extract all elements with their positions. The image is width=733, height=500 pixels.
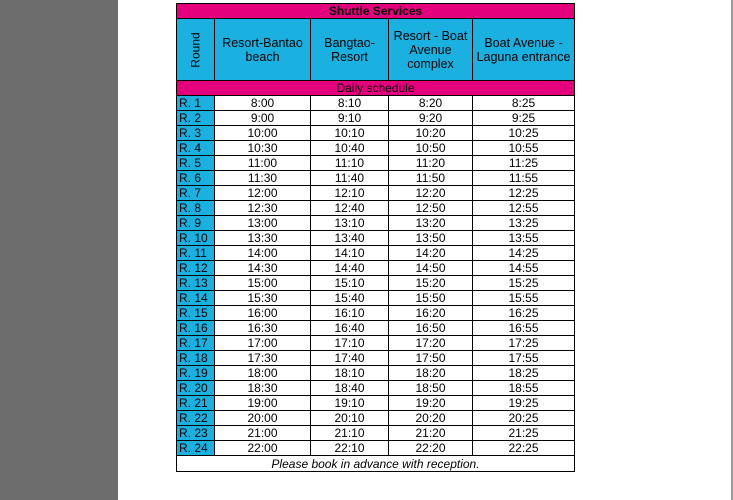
time-cell: 17:40 (311, 351, 389, 366)
table-row (177, 411, 575, 426)
time-cell: 14:55 (473, 261, 575, 276)
table-row (177, 381, 575, 396)
time-cell: 17:25 (473, 336, 575, 351)
booking-note: Please book in advance with reception. (177, 456, 575, 472)
time-cell: 13:00 (215, 216, 311, 231)
time-cell: 10:10 (311, 126, 389, 141)
table-row (177, 126, 575, 141)
round-cell: R. 13 (177, 276, 215, 291)
table-row (177, 396, 575, 411)
shuttle-schedule-sheet (176, 3, 574, 472)
time-cell: 22:00 (215, 441, 311, 456)
time-cell: 11:25 (473, 156, 575, 171)
table-row (177, 171, 575, 186)
time-cell: 15:40 (311, 291, 389, 306)
time-cell: 13:20 (389, 216, 473, 231)
note-row (177, 456, 575, 472)
time-cell: 17:50 (389, 351, 473, 366)
time-cell: 12:30 (215, 201, 311, 216)
time-cell: 12:55 (473, 201, 575, 216)
round-cell: R. 23 (177, 426, 215, 441)
time-cell: 9:25 (473, 111, 575, 126)
table-row (177, 186, 575, 201)
time-cell: 19:00 (215, 396, 311, 411)
time-cell: 10:25 (473, 126, 575, 141)
time-cell: 10:50 (389, 141, 473, 156)
time-cell: 18:55 (473, 381, 575, 396)
round-cell: R. 1 (177, 96, 215, 111)
time-cell: 19:10 (311, 396, 389, 411)
table-row (177, 246, 575, 261)
time-cell: 14:00 (215, 246, 311, 261)
time-cell: 15:00 (215, 276, 311, 291)
time-cell: 16:30 (215, 321, 311, 336)
round-cell: R. 5 (177, 156, 215, 171)
table-row (177, 111, 575, 126)
round-cell: R. 19 (177, 366, 215, 381)
time-cell: 13:25 (473, 216, 575, 231)
col-header-boat-avenue-laguna: Boat Avenue - Laguna entrance (473, 19, 575, 81)
round-cell: R. 8 (177, 201, 215, 216)
time-cell: 20:20 (389, 411, 473, 426)
round-cell: R. 22 (177, 411, 215, 426)
time-cell: 14:25 (473, 246, 575, 261)
time-cell: 21:10 (311, 426, 389, 441)
round-cell: R. 2 (177, 111, 215, 126)
table-row (177, 276, 575, 291)
time-cell: 14:50 (389, 261, 473, 276)
time-cell: 15:20 (389, 276, 473, 291)
time-cell: 18:25 (473, 366, 575, 381)
time-cell: 10:40 (311, 141, 389, 156)
time-cell: 14:40 (311, 261, 389, 276)
time-cell: 8:10 (311, 96, 389, 111)
round-cell: R. 9 (177, 216, 215, 231)
table-title: Shuttle Services (177, 4, 575, 19)
round-cell: R. 14 (177, 291, 215, 306)
time-cell: 9:10 (311, 111, 389, 126)
round-cell: R. 4 (177, 141, 215, 156)
time-cell: 22:25 (473, 441, 575, 456)
round-cell: R. 20 (177, 381, 215, 396)
round-cell: R. 18 (177, 351, 215, 366)
round-header-label: Round (188, 31, 203, 68)
time-cell: 12:25 (473, 186, 575, 201)
table-row (177, 351, 575, 366)
time-cell: 16:50 (389, 321, 473, 336)
time-cell: 20:25 (473, 411, 575, 426)
round-cell: R. 15 (177, 306, 215, 321)
time-cell: 14:30 (215, 261, 311, 276)
table-row (177, 291, 575, 306)
time-cell: 18:00 (215, 366, 311, 381)
time-cell: 11:55 (473, 171, 575, 186)
time-cell: 12:10 (311, 186, 389, 201)
title-row (177, 4, 575, 19)
section-row (177, 81, 575, 96)
round-cell: R. 10 (177, 231, 215, 246)
table-row (177, 201, 575, 216)
table-row (177, 216, 575, 231)
round-cell: R. 6 (177, 171, 215, 186)
time-cell: 21:25 (473, 426, 575, 441)
round-cell: R. 16 (177, 321, 215, 336)
time-cell: 11:10 (311, 156, 389, 171)
time-cell: 18:20 (389, 366, 473, 381)
time-cell: 13:10 (311, 216, 389, 231)
time-cell: 18:50 (389, 381, 473, 396)
round-header (177, 19, 215, 81)
time-cell: 14:10 (311, 246, 389, 261)
viewer-left-margin (0, 0, 118, 500)
table-row (177, 336, 575, 351)
table-row (177, 156, 575, 171)
time-cell: 11:00 (215, 156, 311, 171)
time-cell: 15:25 (473, 276, 575, 291)
time-cell: 15:30 (215, 291, 311, 306)
time-cell: 13:30 (215, 231, 311, 246)
time-cell: 15:10 (311, 276, 389, 291)
time-cell: 22:10 (311, 441, 389, 456)
time-cell: 21:00 (215, 426, 311, 441)
table-row (177, 96, 575, 111)
time-cell: 8:00 (215, 96, 311, 111)
round-cell: R. 7 (177, 186, 215, 201)
time-cell: 15:55 (473, 291, 575, 306)
time-cell: 14:20 (389, 246, 473, 261)
round-cell: R. 21 (177, 396, 215, 411)
time-cell: 16:40 (311, 321, 389, 336)
time-cell: 16:00 (215, 306, 311, 321)
time-cell: 10:20 (389, 126, 473, 141)
round-cell: R. 3 (177, 126, 215, 141)
time-cell: 12:20 (389, 186, 473, 201)
time-cell: 21:20 (389, 426, 473, 441)
table-row (177, 231, 575, 246)
time-cell: 12:00 (215, 186, 311, 201)
time-cell: 19:25 (473, 396, 575, 411)
time-cell: 17:10 (311, 336, 389, 351)
time-cell: 16:25 (473, 306, 575, 321)
time-cell: 22:20 (389, 441, 473, 456)
table-row (177, 321, 575, 336)
time-cell: 18:40 (311, 381, 389, 396)
time-cell: 16:10 (311, 306, 389, 321)
time-cell: 9:20 (389, 111, 473, 126)
time-cell: 17:55 (473, 351, 575, 366)
time-cell: 13:40 (311, 231, 389, 246)
table-row (177, 141, 575, 156)
round-cell: R. 17 (177, 336, 215, 351)
round-cell: R. 11 (177, 246, 215, 261)
time-cell: 8:20 (389, 96, 473, 111)
time-cell: 12:40 (311, 201, 389, 216)
time-cell: 15:50 (389, 291, 473, 306)
time-cell: 13:55 (473, 231, 575, 246)
time-cell: 18:10 (311, 366, 389, 381)
table-row (177, 426, 575, 441)
time-cell: 20:00 (215, 411, 311, 426)
schedule-table (176, 3, 575, 472)
time-cell: 8:25 (473, 96, 575, 111)
time-cell: 11:50 (389, 171, 473, 186)
time-cell: 17:20 (389, 336, 473, 351)
header-row (177, 19, 575, 81)
time-cell: 10:30 (215, 141, 311, 156)
time-cell: 17:00 (215, 336, 311, 351)
time-cell: 11:20 (389, 156, 473, 171)
time-cell: 13:50 (389, 231, 473, 246)
time-cell: 16:55 (473, 321, 575, 336)
col-header-bangtao-resort: Bangtao-Resort (311, 19, 389, 81)
section-label: Daily schedule (177, 81, 575, 96)
round-cell: R. 12 (177, 261, 215, 276)
table-row (177, 306, 575, 321)
time-cell: 10:00 (215, 126, 311, 141)
time-cell: 16:20 (389, 306, 473, 321)
round-cell: R. 24 (177, 441, 215, 456)
time-cell: 12:50 (389, 201, 473, 216)
time-cell: 20:10 (311, 411, 389, 426)
col-header-resort-boat-avenue: Resort - Boat Avenue complex (389, 19, 473, 81)
table-row (177, 441, 575, 456)
time-cell: 19:20 (389, 396, 473, 411)
col-header-resort-bantao: Resort-Bantao beach (215, 19, 311, 81)
table-row (177, 366, 575, 381)
time-cell: 11:30 (215, 171, 311, 186)
time-cell: 17:30 (215, 351, 311, 366)
table-row (177, 261, 575, 276)
time-cell: 11:40 (311, 171, 389, 186)
time-cell: 10:55 (473, 141, 575, 156)
time-cell: 9:00 (215, 111, 311, 126)
time-cell: 18:30 (215, 381, 311, 396)
